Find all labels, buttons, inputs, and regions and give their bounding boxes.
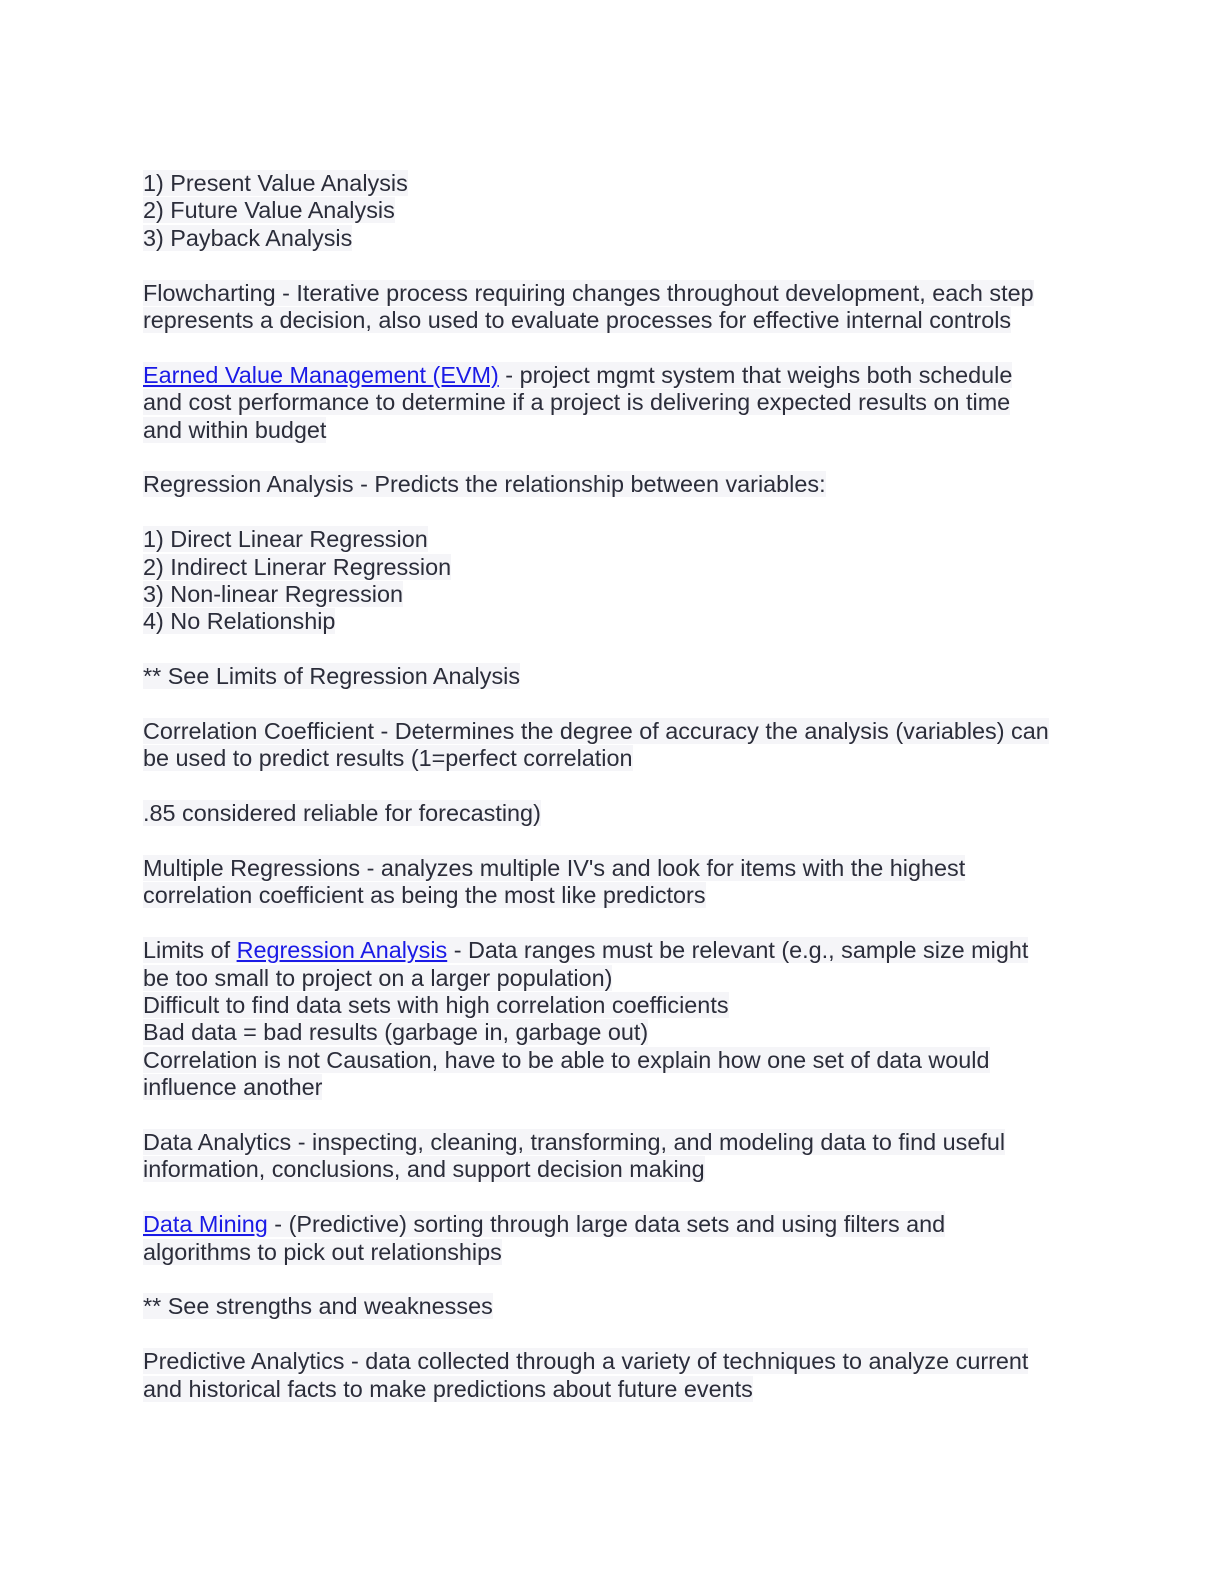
- regression-analysis-link[interactable]: Regression Analysis: [236, 937, 448, 964]
- paragraph-line: information, conclusions, and support decision making: [143, 1156, 705, 1183]
- paragraph-line: .85 considered reliable for forecasting): [143, 800, 541, 827]
- data-mining-link[interactable]: Data Mining: [143, 1211, 268, 1238]
- list-item: 3) Non-linear Regression: [143, 581, 404, 608]
- list-item: 2) Future Value Analysis: [143, 197, 395, 224]
- paragraph-line: Correlation is not Causation, have to be able to explain how one set of data would: [143, 1046, 990, 1073]
- paragraph-line: Data Analytics - inspecting, cleaning, transforming, and modeling data to find useful: [143, 1129, 1006, 1156]
- paragraph-line: Limits of Regression Analysis - Data ranges must be relevant (e.g., sample size might: [143, 937, 1029, 964]
- paragraph-line: and within budget: [143, 416, 327, 443]
- list-item: 3) Payback Analysis: [143, 224, 353, 251]
- paragraph-line: Predictive Analytics - data collected through a variety of techniques to analyze current: [143, 1348, 1029, 1375]
- paragraph-line: and historical facts to make predictions about future events: [143, 1375, 753, 1402]
- evm-link[interactable]: Earned Value Management (EVM): [143, 361, 499, 388]
- list-item: 1) Present Value Analysis: [143, 170, 408, 196]
- paragraph-line: ** See strengths and weaknesses: [143, 1293, 493, 1320]
- paragraph-line: influence another: [143, 1074, 323, 1101]
- document-body: [143, 170, 1083, 1403]
- list-item: 1) Direct Linear Regression: [143, 526, 428, 553]
- paragraph-line: represents a decision, also used to evaluate processes for effective internal controls: [143, 307, 1012, 334]
- paragraph-line: Data Mining - (Predictive) sorting through large data sets and using filters and: [143, 1211, 946, 1238]
- paragraph-line: correlation coefficient as being the most like predictors: [143, 882, 706, 909]
- list-item: 2) Indirect Linerar Regression: [143, 553, 452, 580]
- paragraph-line: ** See Limits of Regression Analysis: [143, 663, 521, 690]
- paragraph-line: and cost performance to determine if a project is delivering expected results on time: [143, 389, 1011, 416]
- paragraph-line: Flowcharting - Iterative process requiring changes throughout development, each step: [143, 279, 1034, 306]
- paragraph-line: Earned Value Management (EVM) - project mgmt system that weighs both schedule: [143, 361, 1013, 388]
- paragraph-line: Difficult to find data sets with high correlation coefficients: [143, 992, 729, 1019]
- paragraph-line: Regression Analysis - Predicts the relationship between variables:: [143, 471, 826, 498]
- paragraph-line: Multiple Regressions - analyzes multiple IV's and look for items with the highest: [143, 855, 966, 882]
- paragraph-line: Bad data = bad results (garbage in, garbage out): [143, 1019, 649, 1046]
- paragraph-line: algorithms to pick out relationships: [143, 1238, 502, 1265]
- list-item: 4) No Relationship: [143, 608, 336, 635]
- paragraph-line: be too small to project on a larger population): [143, 964, 613, 991]
- paragraph-line: be used to predict results (1=perfect correlation: [143, 745, 633, 772]
- paragraph-line: Correlation Coefficient - Determines the degree of accuracy the analysis (variables) can: [143, 718, 1049, 745]
